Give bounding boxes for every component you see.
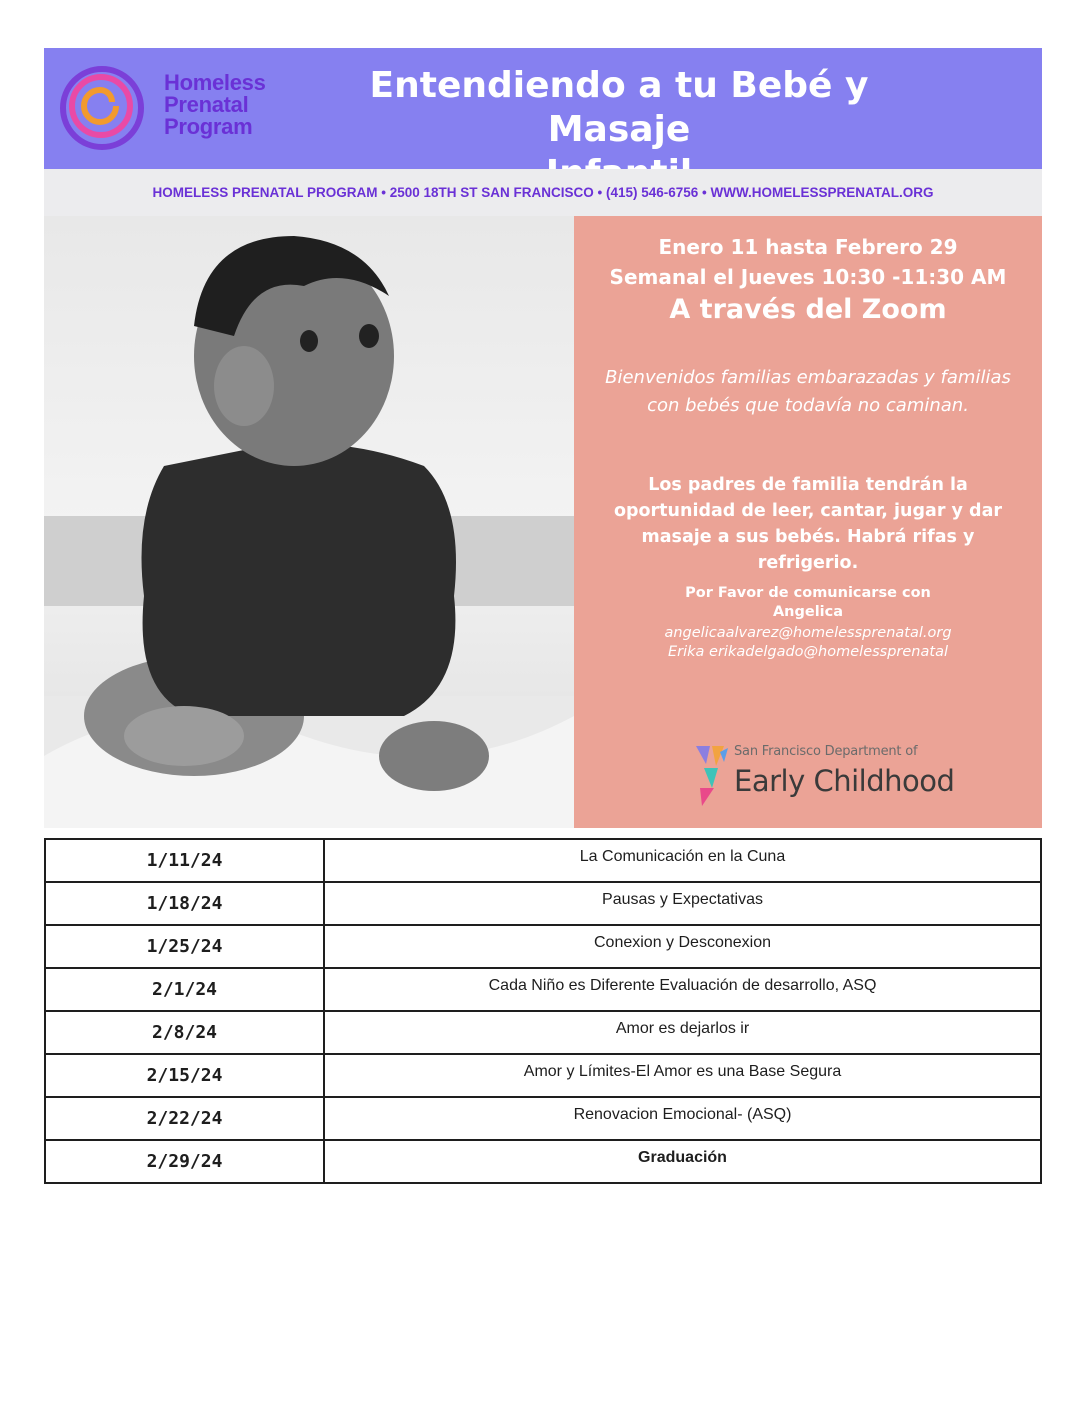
session-date: 2/1/24: [45, 968, 324, 1011]
session-topic: [324, 839, 1041, 882]
session-topic: [324, 882, 1041, 925]
table-row: [45, 1140, 1041, 1183]
welcome-text: Bienvenidos familias embarazadas y familias con bebés que todavía no caminan.: [605, 367, 1011, 416]
session-topic-text: Amor es dejarlos ir: [615, 1019, 750, 1037]
event-location: A través del Zoom: [669, 294, 947, 325]
table-row: [45, 839, 1041, 882]
table-row: [45, 882, 1041, 925]
event-schedule: Semanal el Jueves 10:30 -11:30 AM: [609, 265, 1007, 289]
schedule-table: [44, 838, 1042, 1184]
contact-info-bar: [44, 169, 1042, 216]
session-date: 2/29/24: [45, 1140, 324, 1183]
dec-logo-bottom: Early Childhood: [734, 764, 955, 798]
session-topic: [324, 1011, 1041, 1054]
session-date: 1/18/24: [45, 882, 324, 925]
session-date: 2/8/24: [45, 1011, 324, 1054]
contact-label: Por Favor de comunicarse con Angelica: [685, 585, 931, 620]
homeless-prenatal-logo: [56, 58, 286, 158]
email-erika[interactable]: Erika erikadelgado@homelessprenatal: [668, 644, 948, 660]
session-topic-text: Cada Niño es Diferente Evaluación de desarrollo, ASQ: [488, 976, 877, 994]
table-row: [45, 1054, 1041, 1097]
session-topic-text: Renovacion Emocional- (ASQ): [573, 1105, 792, 1123]
email-angelica[interactable]: angelicaalvarez@homelessprenatal.org: [664, 625, 952, 641]
contact-emails: [574, 624, 1042, 662]
early-childhood-logo: [694, 740, 955, 810]
session-date: 2/22/24: [45, 1097, 324, 1140]
session-topic-text: Pausas y Expectativas: [602, 890, 763, 908]
table-row: [45, 968, 1041, 1011]
title-line-1: Entendiendo a tu Bebé y Masaje: [369, 65, 869, 150]
circle-logo-icon: [56, 62, 156, 154]
session-date: 1/11/24: [45, 839, 324, 882]
event-dates: Enero 11 hasta Febrero 29: [658, 235, 958, 259]
session-topic: [324, 925, 1041, 968]
session-topic-text: La Comunicación en la Cuna: [579, 847, 786, 865]
event-info-panel: [574, 216, 1042, 828]
logo-line-1: Homeless: [164, 70, 266, 95]
baby-photo-illustration: [44, 216, 574, 828]
header-banner: [44, 48, 1042, 169]
session-topic: [324, 1097, 1041, 1140]
dec-logo-top: San Francisco Department of: [734, 744, 918, 759]
session-topic: [324, 1140, 1041, 1183]
session-date: 1/25/24: [45, 925, 324, 968]
logo-line-2: Prenatal: [164, 92, 249, 117]
session-topic-text: Conexion y Desconexion: [594, 933, 771, 951]
session-date: 2/15/24: [45, 1054, 324, 1097]
activities-text: Los padres de familia tendrán la oportunidad de leer, cantar, jugar y dar masaje a sus bebés. Habrá rifas y refrigerio.: [613, 475, 1003, 573]
table-row: [45, 1097, 1041, 1140]
early-childhood-icon: [694, 744, 734, 808]
contact-info-text: HOMELESS PRENATAL PROGRAM • 2500 18TH ST SAN FRANCISCO • (415) 546-6756 • WWW.HOMELESSPRENATAL.ORG: [152, 185, 934, 200]
session-topic-text: Graduación: [638, 1148, 727, 1166]
table-row: [45, 1011, 1041, 1054]
table-row: [45, 925, 1041, 968]
logo-line-3: Program: [164, 114, 253, 139]
session-topic-text: Amor y Límites-El Amor es una Base Segura: [523, 1062, 842, 1080]
logo-text: [164, 72, 266, 138]
session-topic: [324, 968, 1041, 1011]
baby-photo: [44, 216, 574, 828]
session-topic: [324, 1054, 1041, 1097]
